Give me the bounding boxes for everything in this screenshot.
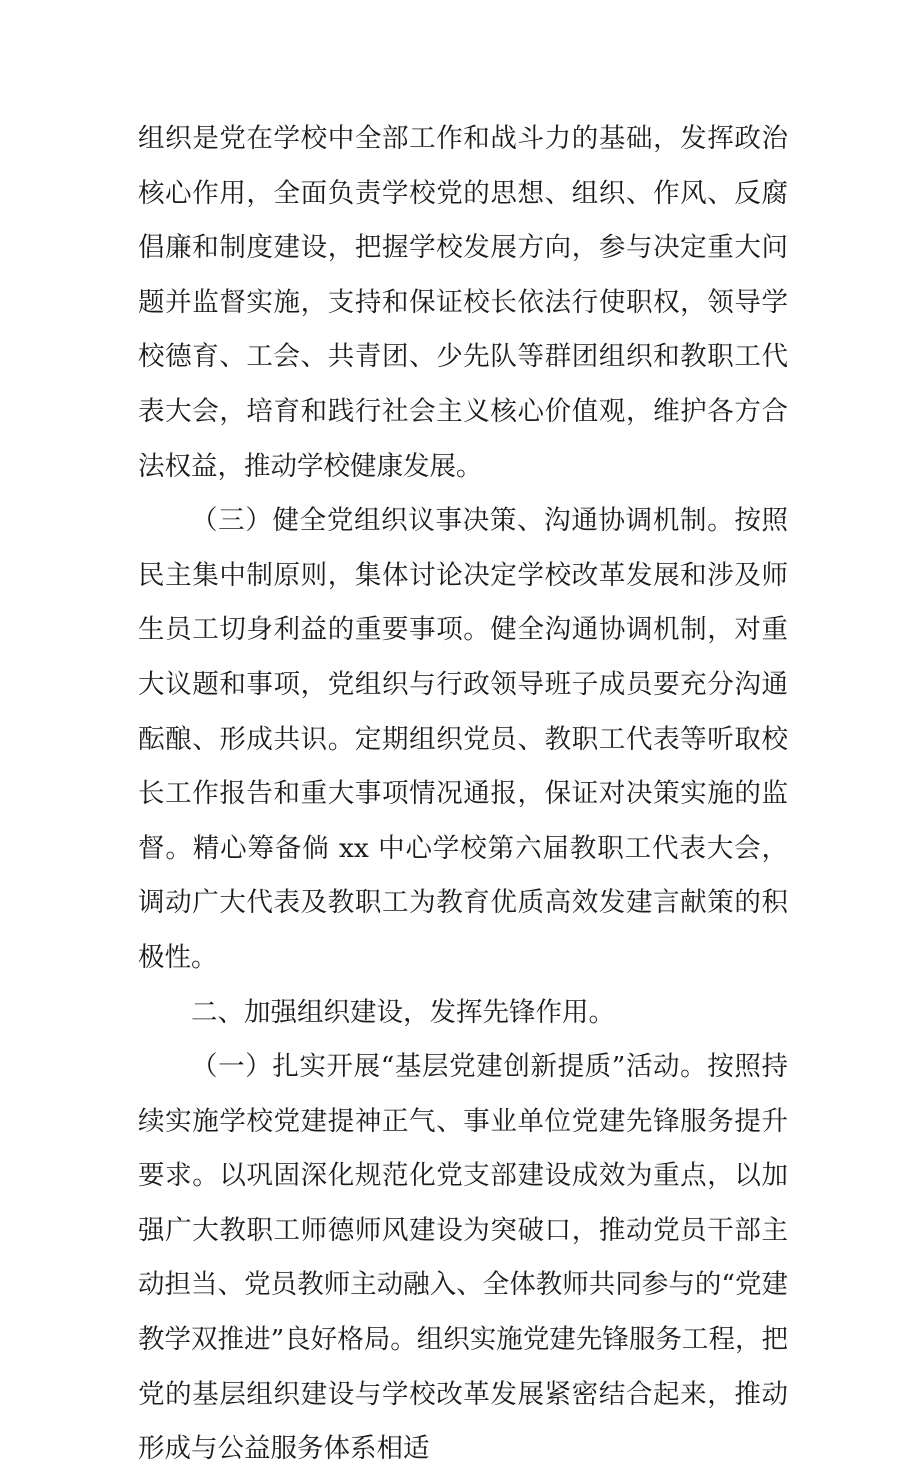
- paragraph-subsection-one: （一）扎实开展“基层党建创新提质”活动。按照持续实施学校党建提神正气、事业单位党建先锋服务提升要求。以巩固深化规范化党支部建设成效为重点，以加强广大教职工师德师风建设为突破口，推动党员干部主动担当、党员教师主动融入、全体教师共同参与的“党建教学双推进”良好格局。组织实施党建先锋服务工程，把党的基层组织建设与学校改革发展紧密结合起来，推动形成与公益服务体系相适: [138, 1051, 788, 1465]
- section-heading-two: 二、加强组织建设，发挥先锋作用。: [191, 996, 615, 1028]
- paragraph-continuation: 组织是党在学校中全部工作和战斗力的基础，发挥政治核心作用，全面负责学校党的思想、组织、作风、反腐倡廉和制度建设，把握学校发展方向，参与决定重大问题并监督实施，支持和保证校长依法行使职权，领导学校德育、工会、共青团、少先队等群团组织和教职工代表大会，培育和践行社会主义核心价值观，维护各方合法权益，推动学校健康发展。: [138, 123, 788, 482]
- document-body: [138, 112, 788, 1477]
- paragraph-section-three: （三）健全党组织议事决策、沟通协调机制。按照民主集中制原则，集体讨论决定学校改革发展和涉及师生员工切身利益的重要事项。健全沟通协调机制，对重大议题和事项，党组织与行政领导班子成员要充分沟通酝酿、形成共识。定期组织党员、教职工代表等听取校长工作报告和重大事项情况通报，保证对决策实施的监督。精心筹备倘 xx 中心学校第六届教职工代表大会，调动广大代表及教职工为教育优质高效发建言献策的积极性。: [138, 505, 788, 973]
